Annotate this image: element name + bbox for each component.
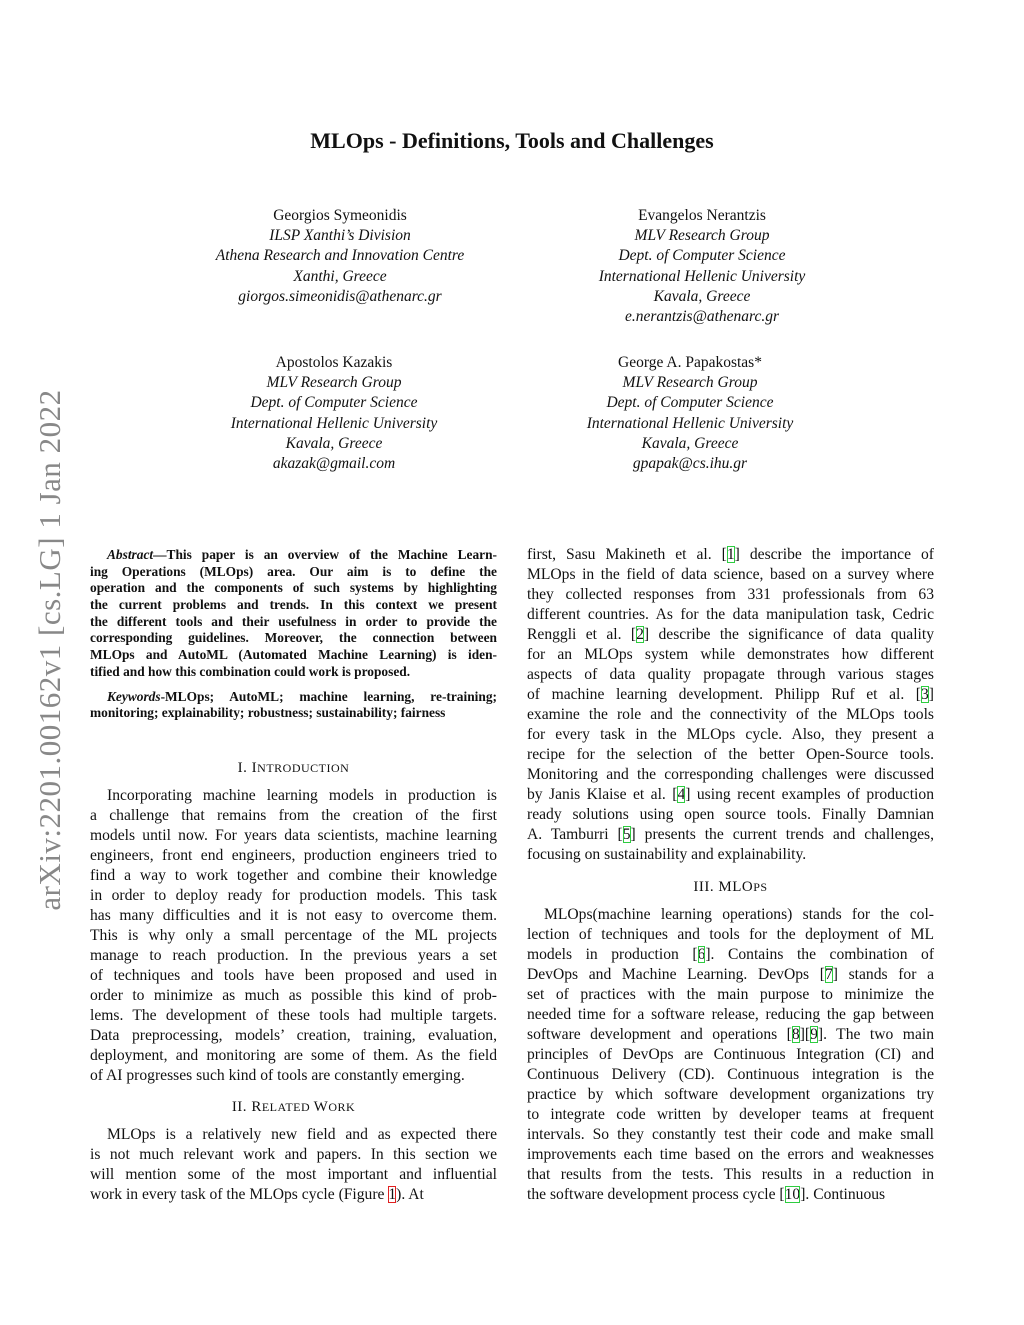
text-line (90, 630, 497, 647)
line-text: focusing on sustainability and explainability. (527, 846, 807, 863)
abstract (90, 547, 497, 722)
text-line (527, 685, 934, 705)
section-heading-mlops: III. MLOPS (693, 879, 768, 895)
line-text: corresponding guidelines. Moreover, the connection between (90, 630, 497, 646)
line-text: software development and operations [8][9]. The two main (527, 1026, 934, 1043)
text-line (527, 545, 934, 565)
line-text: lection of techniques and tools for the deployment of ML (527, 926, 934, 943)
citation-link[interactable]: 3 (921, 686, 929, 703)
text-line (527, 645, 934, 665)
line-text: MLOps is a relatively new field and as expected there (107, 1126, 497, 1143)
introduction-text (90, 786, 497, 1086)
author-name: Georgios Symeonidis (273, 207, 407, 224)
text-line (90, 664, 497, 681)
author-email: akazak@gmail.com (272, 455, 396, 473)
citation-link[interactable]: 4 (677, 786, 686, 803)
author-affiliation: International Hellenic University (230, 414, 438, 432)
text-line (90, 886, 497, 906)
text-line (90, 647, 497, 664)
text-line (527, 605, 934, 625)
line-text: order to minimize as much as possible this kind of prob- (90, 987, 497, 1004)
text-line (527, 1085, 934, 1105)
line-text: find a way to work together and combine their knowledge (90, 867, 497, 884)
line-text: is not much relevant work and papers. In this section we (90, 1146, 497, 1163)
line-text: deployment, and monitoring are some of them. As the field (90, 1047, 497, 1064)
citation-link[interactable]: 1 (726, 546, 735, 563)
line-text: A. Tamburri [5] presents the current trends and challenges, (527, 826, 934, 843)
author-affiliation: Kavala, Greece (641, 434, 739, 452)
author-affiliation: Dept. of Computer Science (606, 394, 774, 412)
author-affiliation: MLV Research Group (634, 227, 770, 245)
text-line (527, 985, 934, 1005)
text-line (527, 1165, 934, 1185)
author-affiliation: International Hellenic University (598, 267, 806, 285)
line-text: work in every task of the MLOps cycle (Figure 1). At (90, 1186, 424, 1203)
line-text: engineers, front end engineers, production engineers tried to (90, 847, 497, 864)
author-name: George A. Papakostas* (618, 354, 762, 371)
section-heading-introduction: I. INTRODUCTION (237, 760, 350, 776)
author-affiliation: Dept. of Computer Science (250, 394, 418, 412)
text-line (527, 785, 934, 805)
text-line (527, 965, 934, 985)
line-text: in order to deploy ready for production models. This task (90, 887, 497, 904)
line-text: Continuous Delivery (CD). Continuous integration is the (527, 1066, 934, 1083)
author-block (510, 353, 870, 474)
related-work-continued-text (527, 545, 934, 865)
arxiv-stamp: arXiv:2201.00162v1 [cs.LG] 1 Jan 2022 (32, 389, 67, 911)
text-line (527, 705, 934, 725)
line-text: models until now. For years data scientists, machine learning (90, 827, 497, 844)
line-text: intervals. So they constantly test their code and make small (527, 1126, 934, 1143)
text-line (90, 597, 497, 614)
line-text: This is why only a small percentage of the ML projects (90, 927, 497, 944)
line-text: —This paper is an overview of the Machine Learn- (153, 547, 497, 562)
author-affiliation: ILSP Xanthi’s Division (269, 227, 411, 245)
text-line (90, 986, 497, 1006)
line-text: for every task in the MLOps cycle. Also, they present a (527, 726, 934, 743)
text-line (90, 689, 497, 706)
line-text: Incorporating machine learning models in production is (107, 787, 497, 804)
author-affiliation: Kavala, Greece (653, 287, 751, 305)
text-line (527, 765, 934, 785)
text-line (527, 585, 934, 605)
line-text: has many difficulties and it is not easy to overcome them. (90, 907, 497, 924)
text-line (90, 906, 497, 926)
author-affiliation: Kavala, Greece (285, 434, 383, 452)
line-text: different countries. As for the data manipulation task, Cedric (527, 606, 934, 623)
line-text: the different tools and their usefulness in order to provide the (90, 613, 497, 629)
label: Keywords (107, 688, 161, 704)
text-line (527, 845, 934, 865)
text-line (90, 1006, 497, 1026)
text-line (527, 1065, 934, 1085)
line-text: they collected responses from 331 professionals from 63 (527, 586, 934, 603)
text-line (527, 925, 934, 945)
line-text: for an MLOps system while demonstrates how different (527, 646, 934, 663)
related-work-text (90, 1125, 497, 1205)
author-name: Apostolos Kazakis (275, 354, 393, 371)
figure-link[interactable]: 1 (388, 1186, 397, 1203)
author-email: e.nerantzis@athenarc.gr (624, 308, 780, 326)
author-affiliation: Athena Research and Innovation Centre (215, 247, 465, 265)
text-line (90, 786, 497, 806)
text-line (527, 565, 934, 585)
text-line (90, 806, 497, 826)
line-text: manage to reach production. In the previous years a set (90, 947, 497, 964)
text-line (90, 564, 497, 581)
author-affiliation: MLV Research Group (266, 374, 402, 392)
text-line (527, 805, 934, 825)
line-text: Data preprocessing, models’ creation, training, evaluation, (90, 1027, 497, 1044)
line-text: of machine learning development. Philipp Ruf et al. [3] (527, 686, 934, 703)
text-line (527, 725, 934, 745)
text-line (527, 1045, 934, 1065)
line-text: of techniques and tools have been proposed and used in (90, 967, 497, 984)
line-text: models in production [6]. Contains the combination of (527, 946, 935, 963)
citation-link[interactable]: 7 (824, 966, 833, 983)
line-text: ing Operations (MLOps) area. Our aim is to define the (90, 563, 497, 579)
text-line (90, 846, 497, 866)
citation-link[interactable]: 6 (697, 946, 706, 963)
author-name: Evangelos Nerantzis (638, 207, 766, 224)
author-block (154, 353, 514, 474)
section-heading-related-work: II. RELATED WORK (231, 1099, 356, 1115)
text-line (90, 614, 497, 631)
text-line (90, 1066, 497, 1086)
label: Abstract (107, 547, 154, 562)
line-text: improvements each time based on the errors and weaknesses (527, 1146, 934, 1163)
text-line (90, 826, 497, 846)
line-text: will mention some of the most important and influential (90, 1166, 497, 1183)
text-line (527, 1105, 934, 1125)
line-text: -MLOps; AutoML; machine learning, re-training; (160, 688, 497, 704)
text-line (90, 1125, 497, 1145)
line-text: needed time for a software release, reducing the gap between (527, 1006, 934, 1023)
citation-link[interactable]: 9 (810, 1026, 818, 1043)
text-line (527, 945, 934, 965)
line-text: Monitoring and the corresponding challenges were discussed (527, 766, 934, 783)
text-line (90, 1046, 497, 1066)
citation-link[interactable]: 10 (784, 1186, 801, 1203)
author-email: giorgos.simeonidis@athenarc.gr (238, 287, 442, 305)
line-text: tified and how this combination could work is proposed. (90, 663, 411, 679)
text-line (90, 1165, 497, 1185)
line-text: MLOps in the field of data science, based on a survey where (527, 566, 934, 583)
text-line (90, 705, 497, 722)
text-line (90, 926, 497, 946)
line-text: to integrate code written by developer teams at frequent (527, 1106, 934, 1123)
author-block (160, 206, 520, 307)
line-text: practice by which software development organizations try (527, 1086, 934, 1103)
text-line (90, 1145, 497, 1165)
text-line (90, 580, 497, 597)
citation-link[interactable]: 5 (622, 826, 631, 843)
line-text: the current problems and trends. In this context we present (90, 597, 497, 613)
line-text: DevOps and Machine Learning. DevOps [7] stands for a (527, 966, 934, 983)
author-affiliation: Xanthi, Greece (293, 267, 387, 285)
line-text: principles of DevOps are Continuous Integration (CI) and (527, 1046, 934, 1063)
line-text: operation and the components of such systems by highlighting (90, 580, 497, 596)
line-text: recipe for the selection of the better Open-Source tools. (527, 746, 934, 763)
line-text: that results from the tests. This results in a reduction in (527, 1166, 934, 1183)
text-line (527, 825, 934, 845)
line-text: aspects of data quality propagate through various stages (527, 666, 934, 683)
text-line (527, 1005, 934, 1025)
author-block (522, 206, 882, 327)
text-line (90, 866, 497, 886)
text-line (527, 1185, 934, 1205)
text-line (90, 547, 497, 564)
line-text: of AI progresses such kind of tools are constantly emerging. (90, 1067, 465, 1084)
text-line (90, 966, 497, 986)
citation-link[interactable]: 8 (791, 1026, 800, 1043)
line-text: set of practices with the main purpose to minimize the (527, 986, 934, 1003)
text-line (90, 946, 497, 966)
text-line (527, 905, 934, 925)
line-text: examine the role and the connectivity of the MLOps tools (527, 706, 934, 723)
text-line (527, 1145, 934, 1165)
line-text: lems. The development of these tools had multiple targets. (90, 1007, 497, 1024)
text-line (527, 1025, 934, 1045)
author-affiliation: MLV Research Group (622, 374, 758, 392)
line-text: first, Sasu Makineth et al. [1] describe the importance of (527, 546, 934, 563)
line-text: MLOps and AutoML (Automated Machine Learning) is iden- (90, 647, 497, 663)
text-line (527, 1125, 934, 1145)
line-text: by Janis Klaise et al. [4] using recent examples of production (527, 786, 934, 803)
line-text: monitoring; explainability; robustness; sustainability; fairness (90, 705, 446, 721)
line-text: a challenge that remains from the creation of the first (90, 807, 497, 824)
line-text: ready solutions using open source tools. Finally Damnian (527, 806, 934, 823)
paper-title: MLOps - Definitions, Tools and Challenges (310, 128, 714, 153)
mlops-text (527, 905, 934, 1205)
text-line (90, 1185, 497, 1205)
text-line (527, 625, 934, 645)
text-line (527, 665, 934, 685)
text-line (90, 1026, 497, 1046)
text-line (527, 745, 934, 765)
line-text: Renggli et al. [2] describe the significance of data quality (527, 626, 934, 643)
author-affiliation: International Hellenic University (586, 414, 794, 432)
author-email: gpapak@cs.ihu.gr (632, 455, 748, 473)
author-affiliation: Dept. of Computer Science (618, 247, 786, 265)
citation-link[interactable]: 2 (636, 626, 644, 643)
line-text: MLOps(machine learning operations) stands for the col- (544, 906, 934, 923)
line-text: the software development process cycle [10]. Continuous (527, 1186, 886, 1203)
